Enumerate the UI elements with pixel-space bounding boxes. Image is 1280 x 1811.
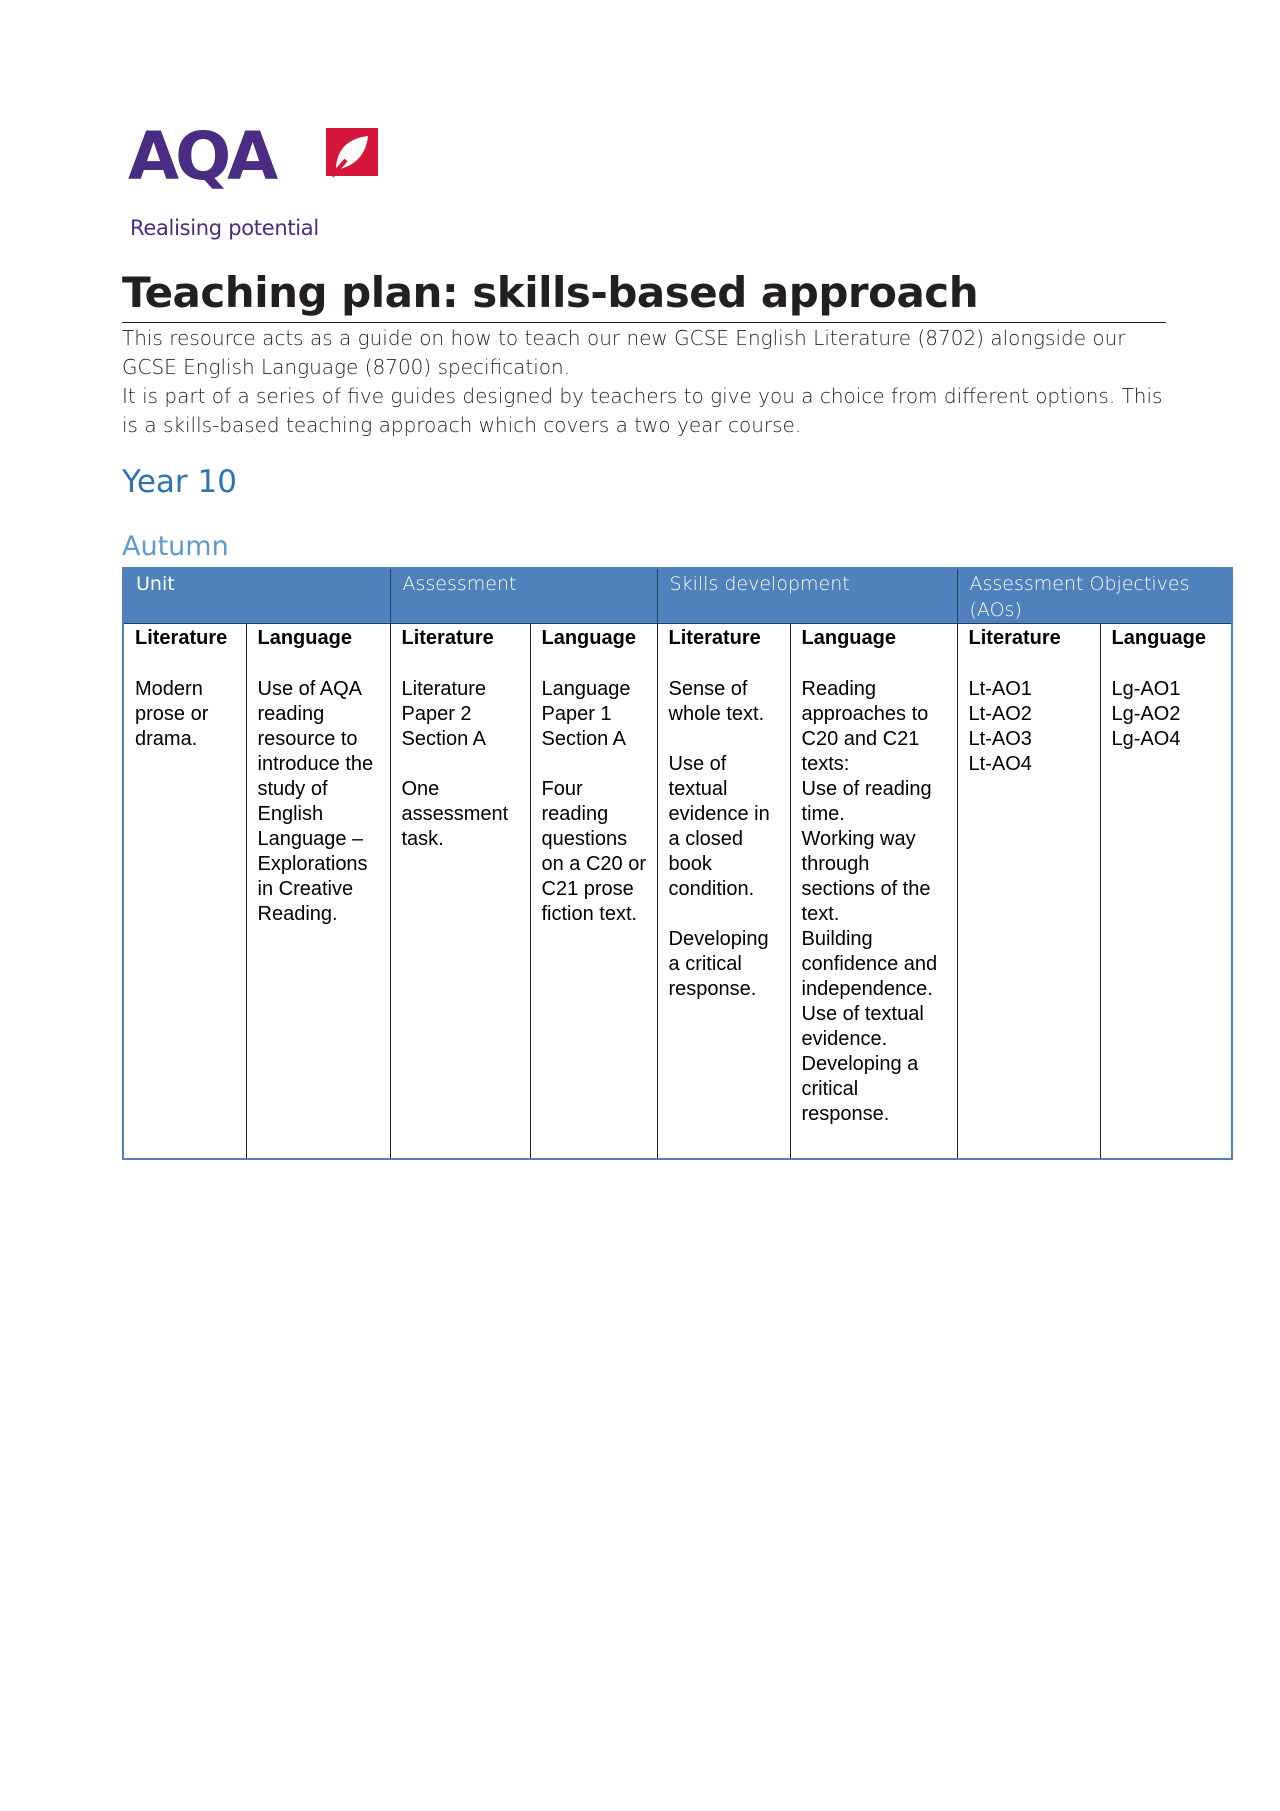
cell-text: Use of AQA reading resource to introduce the study of English Language – Explorations in Creative Reading.: [257, 678, 374, 925]
header-assessment: Assessment: [390, 568, 657, 624]
table-subheader-row: [123, 624, 1232, 676]
ao-code: Lg-AO2: [1111, 703, 1181, 725]
subheader-cell: Literature: [957, 624, 1100, 676]
cell-text: Working way through sections of the text.: [801, 828, 931, 925]
ao-code: Lg-AO4: [1111, 728, 1181, 750]
aqa-logo: [128, 118, 388, 248]
assessment-language-cell: [530, 675, 657, 1159]
skills-language-cell: [790, 675, 957, 1159]
aos-literature-cell: [957, 675, 1100, 1159]
assessment-literature-cell: [390, 675, 530, 1159]
intro-text: [122, 324, 1172, 440]
unit-literature-cell: [123, 675, 246, 1159]
cell-text: Modern prose or drama.: [135, 678, 209, 750]
header-unit: Unit: [123, 568, 390, 624]
aos-language-cell: [1100, 675, 1232, 1159]
subheader-cell: Language: [1100, 624, 1232, 676]
table-row: [123, 675, 1232, 1159]
unit-language-cell: [246, 675, 390, 1159]
cell-text: Building confidence and independence.: [801, 928, 938, 1000]
term-heading: Autumn: [122, 531, 229, 562]
header-assessment-objectives: Assessment Objectives (AOs): [957, 568, 1232, 624]
intro-paragraph: This resource acts as a guide on how to teach our new GCSE English Literature (8702) alongside our GCSE English Language (8700) specification.: [122, 326, 1126, 379]
page-title: Teaching plan: skills-based approach: [122, 268, 1166, 323]
cell-text: Reading approaches to C20 and C21 texts:: [801, 678, 929, 775]
cell-text: Use of reading time.: [801, 778, 932, 825]
cell-text: Four reading questions on a C20 or C21 prose fiction text.: [541, 778, 647, 925]
subheader-cell: Language: [790, 624, 957, 676]
subheader-cell: Language: [530, 624, 657, 676]
table-header-row: [123, 568, 1232, 624]
intro-paragraph: It is part of a series of five guides designed by teachers to give you a choice from different options. This is a skills-based teaching approach which covers a two year course.: [122, 384, 1163, 437]
cell-text: Developing a critical response.: [668, 928, 769, 1000]
subheader-cell: Literature: [390, 624, 530, 676]
ao-code: Lt-AO4: [968, 753, 1032, 775]
subheader-cell: Language: [246, 624, 390, 676]
subheader-cell: Literature: [657, 624, 790, 676]
ao-code: Lg-AO1: [1111, 678, 1181, 700]
leaf-mark-icon: [324, 126, 380, 182]
subheader-cell: Literature: [123, 624, 246, 676]
cell-text: Language Paper 1 Section A: [541, 678, 631, 750]
cell-text: Use of textual evidence.: [801, 1003, 924, 1050]
cell-text: Use of textual evidence in a closed book condition.: [668, 753, 770, 900]
cell-text: Literature Paper 2 Section A: [401, 678, 487, 750]
ao-code: Lt-AO3: [968, 728, 1032, 750]
cell-text: One assessment task.: [401, 778, 509, 850]
year-heading: Year 10: [122, 464, 237, 500]
teaching-plan-table: [122, 567, 1233, 1160]
ao-code: Lt-AO1: [968, 678, 1032, 700]
logo-wordmark: AQA: [128, 118, 275, 195]
ao-code: Lt-AO2: [968, 703, 1032, 725]
cell-text: Sense of whole text.: [668, 678, 765, 725]
header-skills-development: Skills development: [657, 568, 957, 624]
cell-text: Developing a critical response.: [801, 1053, 919, 1125]
logo-tagline: Realising potential: [130, 216, 319, 240]
skills-literature-cell: [657, 675, 790, 1159]
